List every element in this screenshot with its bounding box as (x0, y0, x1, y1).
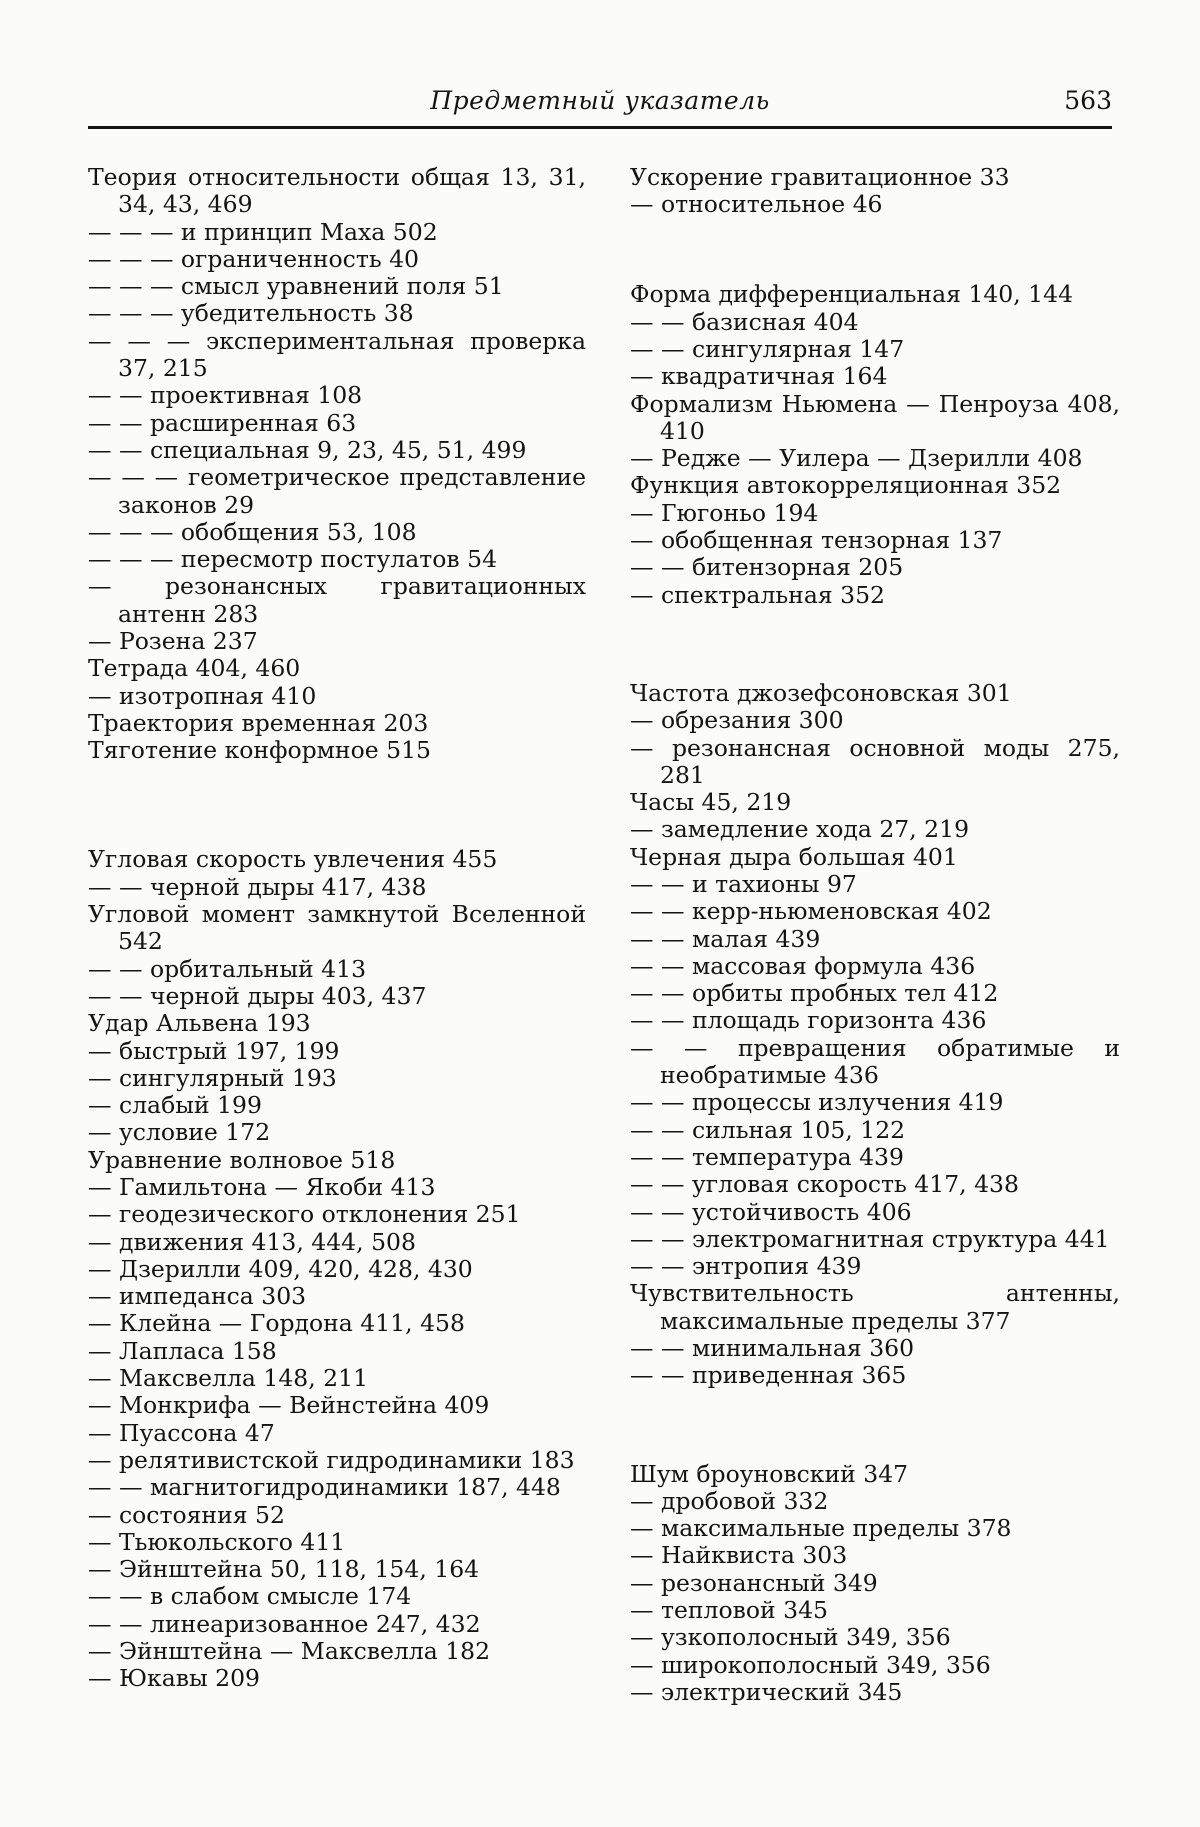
index-entry (630, 1171, 1120, 1198)
index-entry-text: — — электромагнитная структура 441 (630, 1224, 1110, 1253)
index-entry (88, 1147, 586, 1174)
section-gap (88, 765, 586, 847)
index-entry (88, 1556, 586, 1583)
index-entry-text: Ускорение гравитационное 33 (630, 163, 1010, 191)
index-entry-text: Теория относительности общая 13, 31, 34, 43, 469 (88, 163, 586, 219)
index-entry-text: — Пуассона 47 (88, 1418, 275, 1447)
index-entry-text: — Эйнштейна 50, 118, 154, 164 (88, 1555, 480, 1584)
index-entry (630, 1488, 1120, 1515)
section-gap (630, 219, 1120, 282)
index-entry (630, 1652, 1120, 1679)
index-entry-text: — быстрый 197, 199 (88, 1036, 340, 1065)
index-entry (88, 901, 586, 956)
index-entry (630, 1624, 1120, 1651)
index-entry-text: — — площадь горизонта 436 (630, 1006, 987, 1035)
section-gap (630, 609, 1120, 680)
index-entry (88, 464, 586, 519)
index-entry (88, 628, 586, 655)
index-entry-text: — геодезического отклонения 251 (88, 1200, 521, 1229)
index-entry-text: Чувствительность антенны, максимальные пределы 377 (630, 1279, 1120, 1335)
index-entry (630, 582, 1120, 609)
index-entry-text: Траектория временная 203 (88, 708, 429, 737)
running-head-title: Предметный указатель (430, 86, 770, 115)
index-entry (630, 500, 1120, 527)
index-entry-text: — обрезания 300 (630, 706, 844, 735)
index-entry (88, 1338, 586, 1365)
index-entry-text: — — малая 439 (630, 924, 821, 953)
index-entry (88, 519, 586, 546)
index-entry (630, 363, 1120, 390)
index-column-right (630, 164, 1120, 1706)
index-entry-text: — — черной дыры 417, 438 (88, 872, 427, 901)
index-entry (88, 1638, 586, 1665)
index-entry-text: — квадратичная 164 (630, 362, 888, 391)
index-entry (630, 1117, 1120, 1144)
index-entry-text: — — битензорная 205 (630, 553, 904, 582)
index-entry (88, 710, 586, 737)
index-entry (630, 445, 1120, 472)
index-entry-text: — узкополосный 349, 356 (630, 1623, 951, 1652)
index-entry-text: — Редже — Уилера — Дзерилли 408 (630, 444, 1083, 473)
index-entry-text: — Клейна — Гордона 411, 458 (88, 1309, 465, 1338)
index-entry (630, 898, 1120, 925)
index-entry (630, 1461, 1120, 1488)
index-entry (88, 956, 586, 983)
index-entry (88, 219, 586, 246)
index-entry-text: — — — ограниченность 40 (88, 244, 419, 273)
index-entry-text: — — магнитогидродинамики 187, 448 (88, 1473, 561, 1502)
index-entry-text: — Максвелла 148, 211 (88, 1364, 369, 1393)
index-entry-text: — — приведенная 365 (630, 1361, 907, 1390)
index-entry (630, 816, 1120, 843)
index-entry-text: — — в слабом смысле 174 (88, 1582, 412, 1611)
index-entry-text: — — специальная 9, 23, 45, 51, 499 (88, 435, 527, 464)
index-entry-text: — Юкавы 209 (88, 1664, 260, 1693)
index-entry (88, 1502, 586, 1529)
index-entry-text: — — массовая формула 436 (630, 951, 976, 980)
section-gap (630, 1390, 1120, 1461)
index-entry-text: — широкополосный 349, 356 (630, 1650, 991, 1679)
index-entry-text: — состояния 52 (88, 1500, 285, 1529)
index-entry (88, 737, 586, 764)
index-entry (630, 1253, 1120, 1280)
index-entry-text: Угловой момент замкнутой Вселенной 542 (88, 900, 586, 956)
index-entry (88, 437, 586, 464)
index-entry (630, 1335, 1120, 1362)
index-entry-text: Угловая скорость увлечения 455 (88, 845, 498, 874)
index-entry-text: — — — и принцип Маха 502 (88, 217, 438, 246)
index-entry-text: — импеданса 303 (88, 1282, 307, 1311)
index-entry-text: — Розена 237 (88, 627, 258, 656)
index-entry (88, 1392, 586, 1419)
index-entry (630, 391, 1120, 446)
index-entry-text: Формализм Ньюмена — Пенроуза 408, 410 (630, 389, 1120, 445)
index-entry (630, 309, 1120, 336)
index-entry-text: — — орбиты пробных тел 412 (630, 979, 999, 1008)
index-entry (630, 1280, 1120, 1335)
index-entry (88, 546, 586, 573)
index-entry-text: — сингулярный 193 (88, 1063, 337, 1092)
index-entry (88, 1665, 586, 1692)
index-entry (88, 1229, 586, 1256)
index-entry (88, 1201, 586, 1228)
index-entry (630, 1226, 1120, 1253)
index-entry (630, 336, 1120, 363)
index-entry-text: — — — смысл уравнений поля 51 (88, 272, 504, 301)
index-entry (88, 328, 586, 383)
index-entry (88, 164, 586, 219)
index-entry (88, 573, 586, 628)
index-entry-text: — — проективная 108 (88, 381, 363, 410)
index-entry (88, 846, 586, 873)
index-entry (88, 1447, 586, 1474)
index-entry-text: — спектральная 352 (630, 580, 885, 609)
index-entry-text: — Найквиста 303 (630, 1541, 848, 1570)
index-entry (630, 1362, 1120, 1389)
index-entry (630, 844, 1120, 871)
index-entry-text: — резонансных гравитационных антенн 283 (88, 572, 586, 628)
index-entry-text: Функция автокорреляционная 352 (630, 471, 1062, 500)
index-entry-text: — — устойчивость 406 (630, 1197, 912, 1226)
index-entry-text: — — минимальная 360 (630, 1334, 915, 1363)
index-entry (630, 1089, 1120, 1116)
index-entry (630, 789, 1120, 816)
index-entry-text: — слабый 199 (88, 1091, 262, 1120)
index-entry-text: — Тьюкольского 411 (88, 1527, 346, 1556)
index-entry-text: — дробовой 332 (630, 1486, 829, 1515)
index-entry-text: — условие 172 (88, 1118, 271, 1147)
index-entry (630, 1515, 1120, 1542)
index-entry-text: — электрический 345 (630, 1677, 903, 1706)
index-entry (88, 655, 586, 682)
index-entry (88, 1065, 586, 1092)
index-entry-text: — — температура 439 (630, 1142, 904, 1171)
index-entry (630, 1199, 1120, 1226)
index-entry (88, 1611, 586, 1638)
index-entry (630, 980, 1120, 1007)
index-entry (88, 1010, 586, 1037)
index-entry (88, 1310, 586, 1337)
index-entry-text: — Эйнштейна — Максвелла 182 (88, 1637, 491, 1666)
index-entry-text: — — расширенная 63 (88, 408, 357, 437)
index-entry (88, 1174, 586, 1201)
index-entry (630, 164, 1120, 191)
index-entry-text: — — орбитальный 413 (88, 954, 367, 983)
index-entry (88, 874, 586, 901)
page-number: 563 (1064, 86, 1112, 115)
index-entry (630, 281, 1120, 308)
index-entry-text: — Дзерилли 409, 420, 428, 430 (88, 1254, 473, 1283)
index-entry-text: — — — пересмотр постулатов 54 (88, 545, 498, 574)
index-entry-text: — — базисная 404 (630, 307, 859, 336)
index-entry-text: — — — обобщения 53, 108 (88, 517, 417, 546)
index-entry-text: Частота джозефсоновская 301 (630, 678, 1012, 707)
index-entry-text: Часы 45, 219 (630, 788, 792, 817)
index-entry-text: — — сильная 105, 122 (630, 1115, 906, 1144)
index-entry (630, 926, 1120, 953)
index-entry-text: — — черной дыры 403, 437 (88, 981, 427, 1010)
index-entry-text: Удар Альвена 193 (88, 1009, 311, 1038)
index-entry (88, 1256, 586, 1283)
index-entry-text: — замедление хода 27, 219 (630, 815, 970, 844)
index-entry (88, 1283, 586, 1310)
index-entry (88, 410, 586, 437)
index-entry-text: — тепловой 345 (630, 1596, 828, 1625)
index-entry-text: — — сингулярная 147 (630, 334, 905, 363)
index-entry (630, 1007, 1120, 1034)
index-entry-text: — — — экспериментальная проверка 37, 215 (88, 326, 586, 383)
index-entry (88, 1038, 586, 1065)
index-entry-text: — релятивистской гидродинамики 183 (88, 1445, 575, 1474)
index-entry (88, 983, 586, 1010)
index-entry-text: — Лапласа 158 (88, 1336, 277, 1365)
index-entry-text: Шум броуновский 347 (630, 1459, 909, 1488)
index-entry (630, 1035, 1120, 1090)
index-entry-text: — — и тахионы 97 (630, 869, 857, 898)
index-entry-text: — обобщенная тензорная 137 (630, 526, 1003, 555)
index-entry-text: Тетрада 404, 460 (88, 654, 301, 683)
header-rule (88, 126, 1112, 129)
index-entry (630, 191, 1120, 218)
index-entry-text: — движения 413, 444, 508 (88, 1227, 416, 1256)
index-entry (630, 527, 1120, 554)
index-entry-text: — — угловая скорость 417, 438 (630, 1170, 1019, 1199)
index-entry-text: — — — геометрическое представление законов 29 (88, 463, 586, 519)
index-entry-text: — Монкрифа — Вейнстейна 409 (88, 1391, 490, 1420)
index-entry-text: — — керр-ньюменовская 402 (630, 897, 992, 926)
index-entry-text: — Гюгоньо 194 (630, 498, 819, 527)
index-entry (88, 300, 586, 327)
index-entry (630, 1144, 1120, 1171)
index-entry (630, 554, 1120, 581)
index-entry (88, 1583, 586, 1610)
index-entry-text: — резонансная основной моды 275, 281 (630, 733, 1120, 789)
index-entry (630, 472, 1120, 499)
index-entry (630, 1679, 1120, 1706)
index-entry-text: Уравнение волновое 518 (88, 1145, 396, 1174)
index-column-left (88, 164, 586, 1693)
index-entry-text: — — — убедительность 38 (88, 299, 414, 328)
index-entry-text: — максимальные пределы 378 (630, 1514, 1012, 1543)
index-entry-text: — — превращения обратимые и необратимые 436 (630, 1033, 1120, 1090)
index-entry (630, 1570, 1120, 1597)
index-entry-text: Тяготение конформное 515 (88, 736, 431, 765)
index-entry (88, 382, 586, 409)
index-entry-text: — — энтропия 439 (630, 1252, 862, 1281)
page-header (88, 86, 1112, 126)
index-entry (88, 246, 586, 273)
index-entry (630, 680, 1120, 707)
index-entry (630, 953, 1120, 980)
index-entry (630, 735, 1120, 790)
index-entry-text: — изотропная 410 (88, 681, 317, 710)
index-entry (88, 1365, 586, 1392)
index-entry-text: — — процессы излучения 419 (630, 1088, 1004, 1117)
index-entry-text: — резонансный 349 (630, 1568, 878, 1597)
index-entry-text: Черная дыра большая 401 (630, 842, 958, 871)
index-entry (88, 1420, 586, 1447)
index-entry (630, 1597, 1120, 1624)
index-entry (88, 683, 586, 710)
index-entry-text: — — линеаризованное 247, 432 (88, 1609, 481, 1638)
index-entry (88, 1119, 586, 1146)
index-entry (630, 1542, 1120, 1569)
index-entry (88, 273, 586, 300)
index-entry (88, 1474, 586, 1501)
index-entry (88, 1529, 586, 1556)
index-entry-text: Форма дифференциальная 140, 144 (630, 280, 1074, 309)
index-entry (88, 1092, 586, 1119)
index-entry (630, 707, 1120, 734)
index-entry-text: — относительное 46 (630, 190, 883, 219)
index-entry-text: — Гамильтона — Якоби 413 (88, 1172, 436, 1201)
index-entry (630, 871, 1120, 898)
